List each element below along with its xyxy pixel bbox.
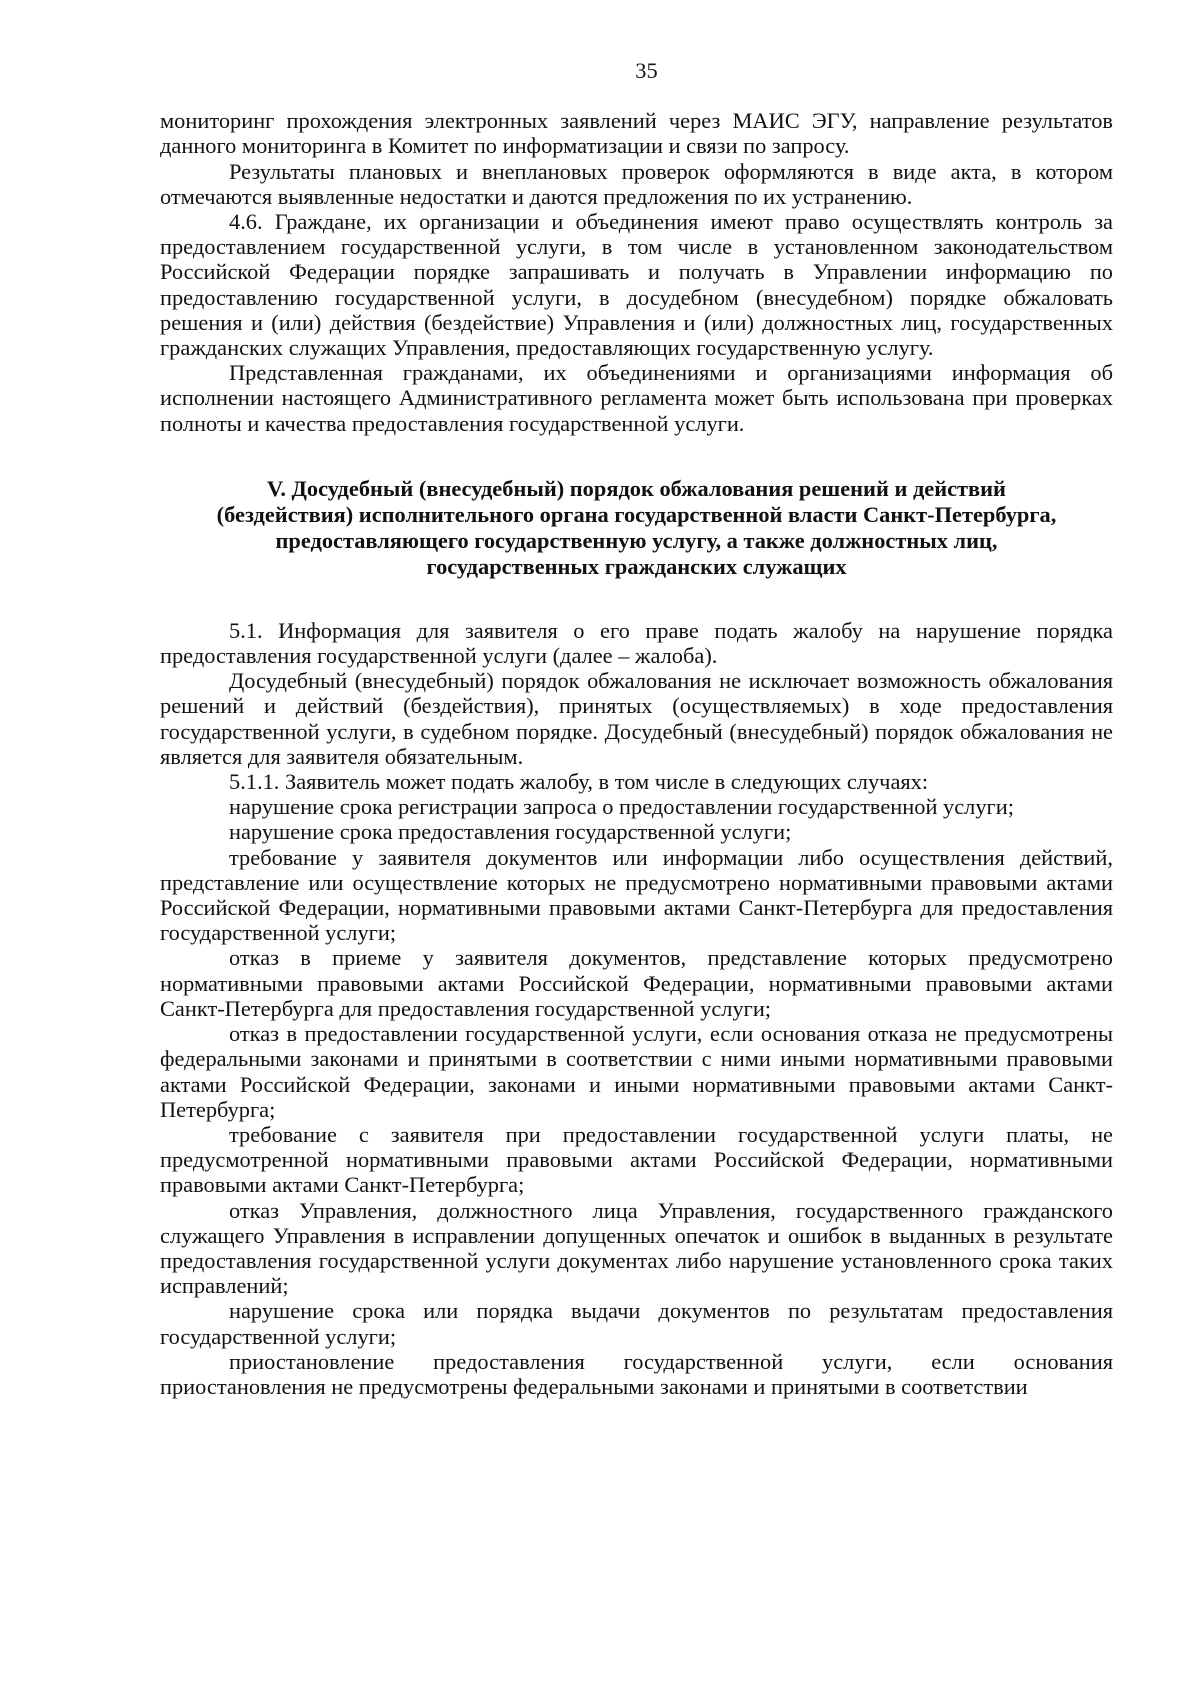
section-heading-line: предоставляющего государственную услугу, а также должностных лиц,	[275, 527, 998, 553]
paragraph-pretrial-procedure: Досудебный (внесудебный) порядок обжалования не исключает возможность обжалования решений и действий (бездействия), принятых (осуществляемых) в ходе предоставления государственной услуги, в судебном порядке. Досудебный (внесудебный) порядок обжалования не является для заявителя обязательным.	[160, 668, 1113, 769]
list-item-service-deadline: нарушение срока предоставления государственной услуги;	[229, 819, 792, 845]
paragraph-monitoring: мониторинг прохождения электронных заявлений через МАИС ЭГУ, направление результатов данного мониторинга в Комитет по информатизации и связи по запросу.	[160, 108, 1113, 159]
paragraph-5-1: 5.1. Информация для заявителя о его праве подать жалобу на нарушение порядка предоставления государственной услуги (далее – жалоба).	[160, 617, 1113, 669]
list-item-refusal-corrections: отказ Управления, должностного лица Управления, государственного гражданского служащего Управления в исправлении допущенных опечаток и ошибок в выданных в результате предоставления государственной услуги документах либо нарушение установленного срока таких исправлений;	[160, 1197, 1113, 1299]
list-item-refusal-service: отказ в предоставлении государственной услуги, если основания отказа не предусмотрены федеральными законами и принятыми в соответствии с ними иными нормативными правовыми актами Российской Федерации, законами и иными нормативными правовыми актами Санкт-Петербурга;	[160, 1021, 1113, 1122]
list-item-document-requirement: требование у заявителя документов или информации либо осуществления действий, представление или осуществление которых не предусмотрено нормативными правовыми актами Российской Федерации, нормативными правовыми актами Санкт-Петербурга для предоставления государственной услуги;	[160, 844, 1113, 946]
list-item-refusal-acceptance: отказ в приеме у заявителя документов, представление которых предусмотрено нормативными правовыми актами Российской Федерации, нормативными правовыми актами Санкт-Петербурга для предоставления государственной услуги;	[160, 945, 1113, 1021]
paragraph-5-1-1: 5.1.1. Заявитель может подать жалобу, в том числе в следующих случаях:	[229, 769, 929, 795]
section-heading-line: государственных гражданских служащих	[426, 553, 847, 579]
page-number: 35	[635, 58, 658, 83]
section-heading-line: V. Досудебный (внесудебный) порядок обжалования решений и действий	[267, 475, 1006, 501]
paragraph-inspection-results: Результаты плановых и внеплановых проверок оформляются в виде акта, в котором отмечаются выявленные недостатки и даются предложения по их устранению.	[160, 158, 1113, 209]
list-item-fee-requirement: требование с заявителя при предоставлении государственной услуги платы, не предусмотренной нормативными правовыми актами Российской Федерации, нормативными правовыми актами Санкт-Петербурга;	[160, 1121, 1113, 1198]
paragraph-4-6: 4.6. Граждане, их организации и объединения имеют право осуществлять контроль за предоставлением государственной услуги, в том числе в установленном законодательством Российской Федерации порядке запрашивать и получать в Управлении информацию по предоставлению государственной услуги, в досудебном (внесудебном) порядке обжаловать решения и (или) действия (бездействие) Управления и (или) должностных лиц, государственных гражданских служащих Управления, предоставляющих государственную услугу.	[160, 209, 1113, 361]
section-heading-line: (бездействия) исполнительного органа государственной власти Санкт-Петербурга,	[216, 501, 1057, 527]
section-heading	[160, 476, 1113, 580]
paragraph-citizen-information: Представленная гражданами, их объединениями и организациями информация об исполнении настоящего Административного регламента может быть использована при проверках полноты и качества предоставления государственной услуги.	[160, 360, 1113, 436]
list-item-issuance-violation: нарушение срока или порядка выдачи документов по результатам предоставления государственной услуги;	[160, 1298, 1113, 1349]
list-item-registration-deadline: нарушение срока регистрации запроса о предоставлении государственной услуги;	[229, 794, 1014, 820]
list-item-suspension: приостановление предоставления государственной услуги, если основания приостановления не предусмотрены федеральными законами и принятыми в соответствии	[160, 1348, 1113, 1399]
document-page	[160, 58, 1113, 1399]
